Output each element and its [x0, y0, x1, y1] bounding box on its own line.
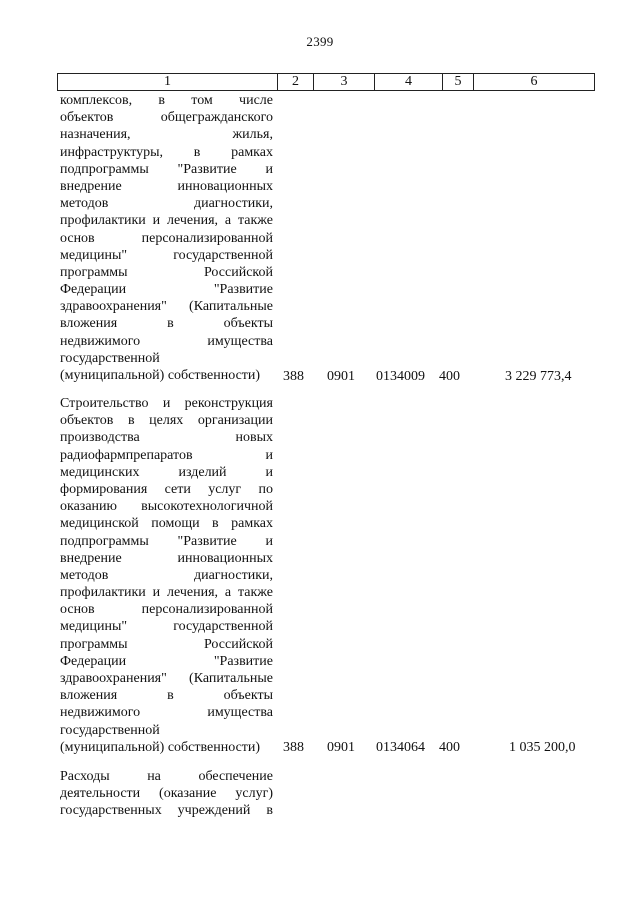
cell-col-5: 400 — [439, 740, 460, 755]
description-line: вложения в объекты — [60, 316, 273, 332]
description-line: назначения, жилья, — [60, 127, 273, 143]
description-line: здравоохранения" (Капитальные — [60, 671, 273, 686]
description-line: здравоохранения" (Капитальные — [60, 299, 273, 315]
cell-col-5: 400 — [439, 369, 460, 384]
description-line: подпрограммы "Развитие и — [60, 161, 273, 177]
header-col-1: 1 — [58, 74, 278, 91]
description-line: комплексов, в том числе — [60, 93, 273, 108]
description-line: деятельности (оказание услуг) — [60, 786, 273, 802]
description-line: основ персонализированной — [60, 602, 273, 618]
cell-col-3: 0901 — [327, 369, 355, 384]
cell-col-6: 1 035 200,0 — [509, 740, 576, 755]
description-line: профилактики и лечения, а также — [60, 213, 273, 229]
description-line: недвижимого имущества — [60, 333, 273, 349]
description-line: Федерации "Развитие — [60, 282, 273, 298]
description-line: оказанию высокотехнологичной — [60, 499, 273, 515]
description-line: Расходы на обеспечение — [60, 769, 273, 784]
description-line: (муниципальной) собственности) — [60, 368, 261, 383]
cell-col-4: 0134064 — [376, 740, 425, 755]
description-line: методов диагностики, — [60, 196, 273, 212]
description-line: внедрение инновационных — [60, 550, 273, 566]
cell-col-3: 0901 — [327, 740, 355, 755]
description-line: методов диагностики, — [60, 567, 273, 583]
description-line: государственной — [60, 350, 160, 366]
description-line: подпрограммы "Развитие и — [60, 533, 273, 549]
description-line: внедрение инновационных — [60, 178, 273, 194]
description-line: объектов в целях организации — [60, 413, 273, 429]
description-line: радиофармпрепаратов и — [60, 447, 273, 463]
cell-col-6: 3 229 773,4 — [505, 369, 572, 384]
page-number: 2399 — [306, 34, 334, 49]
header-col-2: 2 — [278, 74, 314, 91]
row-description — [60, 92, 273, 384]
header-col-3: 3 — [314, 74, 375, 91]
cell-col-2: 388 — [283, 369, 304, 384]
description-line: медицинских изделий и — [60, 464, 273, 480]
row-description — [60, 395, 273, 756]
description-line: производства новых — [60, 430, 273, 446]
description-line: инфраструктуры, в рамках — [60, 144, 273, 160]
row-description — [60, 768, 273, 820]
description-line: недвижимого имущества — [60, 705, 273, 721]
column-header-table — [57, 73, 595, 91]
description-line: объектов общегражданского — [60, 110, 273, 126]
description-line: программы Российской — [60, 636, 273, 652]
description-line: Строительство и реконструкция — [60, 396, 273, 411]
description-line: программы Российской — [60, 264, 273, 280]
description-line: медицинской помощи в рамках — [60, 516, 273, 532]
description-line: профилактики и лечения, а также — [60, 585, 273, 601]
description-line: (муниципальной) собственности) — [60, 739, 261, 755]
description-line: медицины" государственной — [60, 247, 273, 263]
header-col-5: 5 — [443, 74, 474, 91]
description-line: медицины" государственной — [60, 619, 273, 635]
description-line: вложения в объекты — [60, 688, 273, 704]
description-line: государственных учреждений в — [60, 803, 273, 819]
cell-col-4: 0134009 — [376, 369, 425, 384]
description-line: Федерации "Развитие — [60, 653, 273, 669]
description-line: государственной — [60, 722, 160, 738]
description-line: формирования сети услуг по — [60, 481, 273, 497]
description-line: основ персонализированной — [60, 230, 273, 246]
header-col-6: 6 — [474, 74, 595, 91]
header-col-4: 4 — [375, 74, 443, 91]
cell-col-2: 388 — [283, 740, 304, 755]
